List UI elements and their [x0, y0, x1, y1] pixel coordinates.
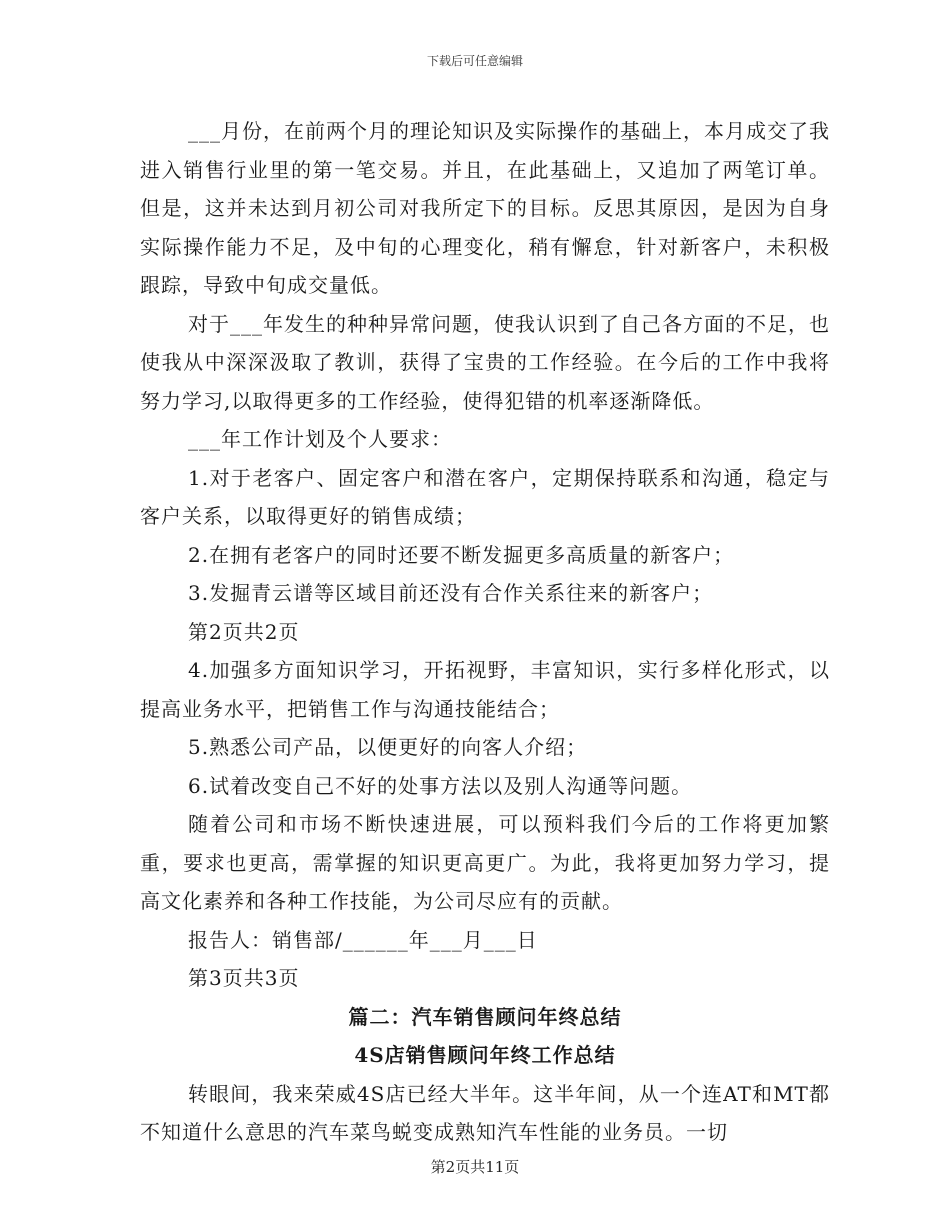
- paragraph-intro: 转眼间，我来荣威4S店已经大半年。这半年间，从一个连AT和MT都不知道什么意思的汽车菜鸟蜕变成熟知汽车性能的业务员。一切: [140, 1081, 830, 1144]
- section-subtitle: 4S店销售顾问年终工作总结: [354, 1043, 616, 1067]
- inline-page-marker: 第3页共3页: [188, 966, 300, 990]
- list-item-2: 2.在拥有老客户的同时还要不断发掘更多高质量的新客户；: [188, 542, 735, 567]
- list-item-6: 6.试着改变自己不好的处事方法以及别人沟通等问题。: [188, 773, 693, 798]
- paragraph-outlook: 随着公司和市场不断快速进展，可以预料我们今后的工作将更加繁重，要求也更高，需掌握的知识更高更广。为此，我将更加努力学习，提高文化素养和各种工作技能，为公司尽应有的贡献。: [140, 812, 830, 913]
- page-header: 下载后可任意编辑: [426, 54, 523, 68]
- list-item-4: 4.加强多方面知识学习，开拓视野，丰富知识，实行多样化形式，以提高业务水平，把销售工作与沟通技能结合；: [140, 658, 830, 721]
- list-item-1: 1.对于老客户、固定客户和潜在客户，定期保持联系和沟通，稳定与客户关系，以取得更好的销售成绩；: [140, 465, 830, 528]
- document-body: [140, 112, 830, 1152]
- inline-page-marker: 第2页共2页: [188, 619, 300, 644]
- reporter-line: 报告人：销售部/______年___月___日: [188, 927, 538, 952]
- list-item-3: 3.发掘青云谱等区域目前还没有合作关系往来的新客户；: [188, 581, 714, 605]
- paragraph-monthly-review: ___月份，在前两个月的理论知识及实际操作的基础上，本月成交了我进入销售行业里的第一笔交易。并且，在此基础上，又追加了两笔订单。但是，这并未达到月初公司对我所定下的目标。反思其原因，是因为自身实际操作能力不足，及中旬的心理变化，稍有懈怠，针对新客户，未积极跟踪，导致中旬成交量低。: [140, 119, 830, 297]
- paragraph-plan-heading: ___年工作计划及个人要求：: [188, 427, 452, 451]
- paragraph-lessons: 对于___年发生的种种异常问题，使我认识到了自己各方面的不足，也使我从中深深汲取了教训，获得了宝贵的工作经验。在今后的工作中我将努力学习,以取得更多的工作经验，使得犯错的机率逐渐降低。: [140, 311, 830, 413]
- section-title: 篇二：汽车销售顾问年终总结: [348, 1004, 622, 1029]
- page-footer: 第2页共11页: [430, 1158, 520, 1176]
- list-item-5: 5.熟悉公司产品，以便更好的向客人介绍；: [188, 735, 588, 759]
